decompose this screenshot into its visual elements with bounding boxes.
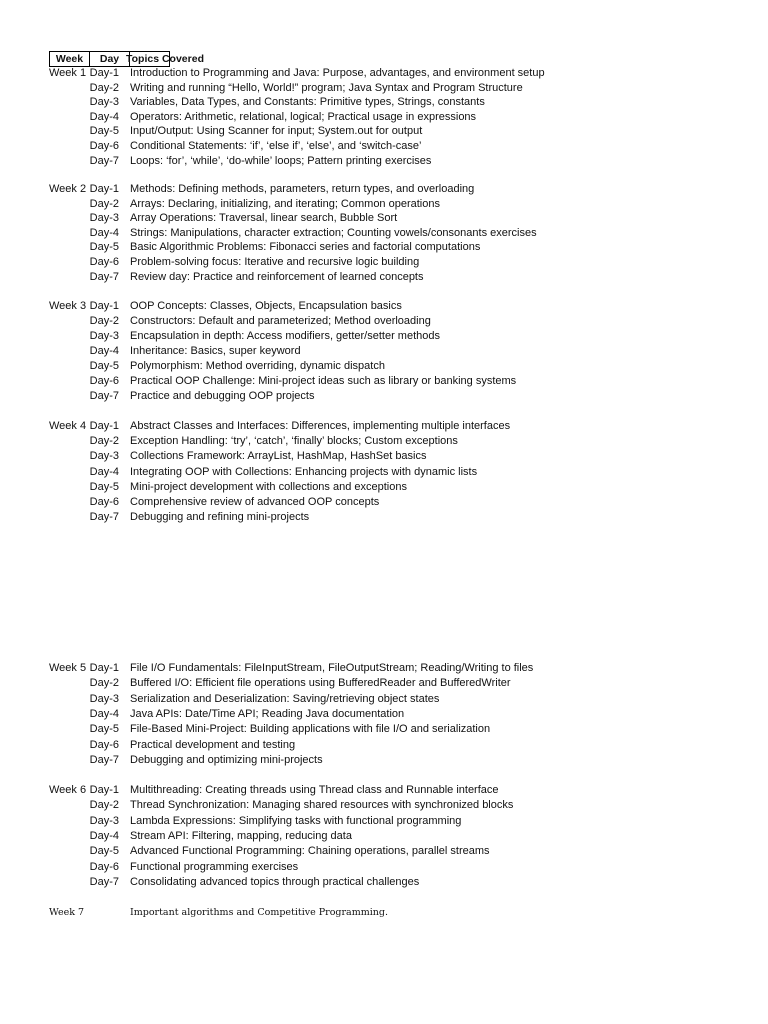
week-label: Week 4 xyxy=(49,420,87,432)
day-label: Day-6 xyxy=(89,860,119,873)
day-label: Day-4 xyxy=(89,829,119,842)
topic-text: Problem-solving focus: Iterative and recursive logic building xyxy=(130,256,420,268)
topic-text: Arrays: Declaring, initializing, and iterating; Common operations xyxy=(130,197,440,210)
day-label: Day-2 xyxy=(89,435,119,448)
topic-text: Operators: Arithmetic, relational, logical; Practical usage in expressions xyxy=(130,110,477,123)
day-label: Day-1 xyxy=(89,420,119,432)
day-label: Day-5 xyxy=(89,241,119,254)
day-label: Day-1 xyxy=(89,183,119,195)
topic-text: Exception Handling: ‘try’, ‘catch’, ‘finally’ blocks; Custom exceptions xyxy=(130,435,458,448)
day-label: Day-3 xyxy=(89,450,119,463)
day-label: Day-3 xyxy=(89,96,119,109)
week-label: Week 3 xyxy=(49,300,87,312)
day-label: Day-1 xyxy=(89,67,119,79)
topic-text: OOP Concepts: Classes, Objects, Encapsulation basics xyxy=(130,300,402,312)
day-label: Day-1 xyxy=(89,784,119,796)
topic-text: Practical OOP Challenge: Mini-project ideas such as library or banking systems xyxy=(130,375,517,387)
topic-text: Variables, Data Types, and Constants: Primitive types, Strings, constants xyxy=(130,96,485,109)
topic-text: Debugging and refining mini-projects xyxy=(130,511,310,524)
topic-text: File I/O Fundamentals: FileInputStream, FileOutputStream; Reading/Writing to files xyxy=(130,662,534,674)
topic-text: Consolidating advanced topics through practical challenges xyxy=(130,875,420,888)
day-label: Day-7 xyxy=(89,270,119,283)
topic-text: Advanced Functional Programming: Chaining operations, parallel streams xyxy=(130,845,490,858)
day-label: Day-6 xyxy=(89,375,119,387)
day-label: Day-6 xyxy=(89,738,119,751)
header-topics-cell xyxy=(126,51,204,67)
day-label: Day-4 xyxy=(89,226,119,239)
topic-text: Review day: Practice and reinforcement of learned concepts xyxy=(130,270,424,283)
topic-text: Important algorithms and Competitive Programming. xyxy=(130,907,388,918)
day-label: Day-7 xyxy=(89,511,119,524)
day-label: Day-4 xyxy=(89,707,119,720)
header-week-cell: Week xyxy=(49,51,90,67)
day-label: Day-7 xyxy=(89,154,119,167)
topic-text: Buffered I/O: Efficient file operations using BufferedReader and BufferedWriter xyxy=(130,677,511,690)
day-label: Day-3 xyxy=(89,814,119,827)
day-label: Day-2 xyxy=(89,81,119,94)
day-label: Day-5 xyxy=(89,723,119,736)
day-label: Day-2 xyxy=(89,677,119,690)
day-label: Day-6 xyxy=(89,256,119,268)
day-label: Day-7 xyxy=(89,875,119,888)
topic-text: Introduction to Programming and Java: Purpose, advantages, and environment setup xyxy=(130,67,545,79)
topic-text: Serialization and Deserialization: Saving/retrieving object states xyxy=(130,692,440,705)
topic-text: Java APIs: Date/Time API; Reading Java documentation xyxy=(130,707,405,720)
day-label: Day-5 xyxy=(89,845,119,858)
day-label: Day-5 xyxy=(89,480,119,493)
topic-text: Polymorphism: Method overriding, dynamic dispatch xyxy=(130,360,385,372)
day-label: Day-1 xyxy=(89,300,119,312)
topic-text: Thread Synchronization: Managing shared resources with synchronized blocks xyxy=(130,799,514,812)
header-day-cell: Day xyxy=(89,51,130,67)
topic-text: Mini-project development with collections and exceptions xyxy=(130,480,407,493)
day-label: Day-7 xyxy=(89,390,119,402)
topic-text: Strings: Manipulations, character extraction; Counting vowels/consonants exercises xyxy=(130,226,537,239)
topic-text: Practice and debugging OOP projects xyxy=(130,390,315,402)
day-label: Day-5 xyxy=(89,360,119,372)
topic-text: Debugging and optimizing mini-projects xyxy=(130,753,323,766)
topic-text: Lambda Expressions: Simplifying tasks with functional programming xyxy=(130,814,462,827)
topic-text: Writing and running “Hello, World!” program; Java Syntax and Program Structure xyxy=(130,81,523,94)
day-label: Day-1 xyxy=(89,662,119,674)
topic-text: File-Based Mini-Project: Building applications with file I/O and serialization xyxy=(130,723,491,736)
day-label: Day-4 xyxy=(89,110,119,123)
topic-text: Methods: Defining methods, parameters, return types, and overloading xyxy=(130,183,475,195)
week-label: Week 1 xyxy=(49,67,87,79)
day-label: Day-5 xyxy=(89,125,119,138)
topic-text: Input/Output: Using Scanner for input; System.out for output xyxy=(130,125,423,138)
topic-text: Abstract Classes and Interfaces: Differences, implementing multiple interfaces xyxy=(130,420,511,432)
day-label: Day-7 xyxy=(89,753,119,766)
topic-text: Inheritance: Basics, super keyword xyxy=(130,345,301,357)
day-label: Day-4 xyxy=(89,465,119,478)
day-label: Day-4 xyxy=(89,345,119,357)
topic-text: Multithreading: Creating threads using Thread class and Runnable interface xyxy=(130,784,499,796)
day-label: Day-6 xyxy=(89,140,119,152)
topic-text: Stream API: Filtering, mapping, reducing data xyxy=(130,829,352,842)
header-topics-label: Topics Covered xyxy=(126,53,204,65)
week-label: Week 7 xyxy=(49,907,85,918)
day-label: Day-3 xyxy=(89,330,119,342)
topic-text: Array Operations: Traversal, linear search, Bubble Sort xyxy=(130,212,398,225)
topic-text: Basic Algorithmic Problems: Fibonacci series and factorial computations xyxy=(130,241,481,254)
day-label: Day-2 xyxy=(89,315,119,327)
day-label: Day-6 xyxy=(89,496,119,508)
topic-text: Integrating OOP with Collections: Enhancing projects with dynamic lists xyxy=(130,465,478,478)
topic-text: Practical development and testing xyxy=(130,738,296,751)
day-label: Day-2 xyxy=(89,197,119,210)
topic-text: Encapsulation in depth: Access modifiers, getter/setter methods xyxy=(130,330,440,342)
week-label: Week 2 xyxy=(49,183,87,195)
topic-text: Constructors: Default and parameterized; Method overloading xyxy=(130,315,431,327)
day-label: Day-3 xyxy=(89,212,119,225)
topic-text: Functional programming exercises xyxy=(130,860,299,873)
week-label: Week 6 xyxy=(49,784,87,796)
day-label: Day-3 xyxy=(89,692,119,705)
topic-text: Collections Framework: ArrayList, HashMap, HashSet basics xyxy=(130,450,427,463)
day-label: Day-2 xyxy=(89,799,119,812)
week-label: Week 5 xyxy=(49,662,87,674)
topic-text: Loops: ‘for’, ‘while’, ‘do-while’ loops; Pattern printing exercises xyxy=(130,154,432,167)
topic-text: Conditional Statements: ‘if’, ‘else if’, ‘else’, and ‘switch-case’ xyxy=(130,140,422,152)
topic-text: Comprehensive review of advanced OOP concepts xyxy=(130,496,380,508)
